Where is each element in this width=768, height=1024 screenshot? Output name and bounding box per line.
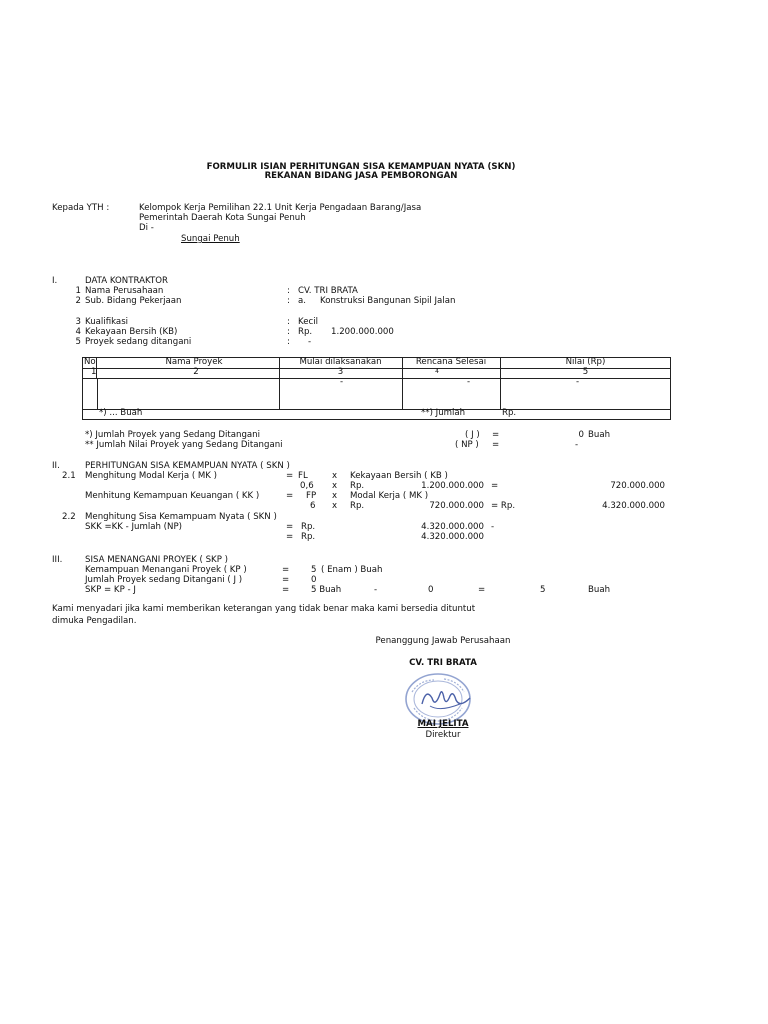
table-footer-total-label: **) Jumlah — [421, 408, 466, 418]
statement-line-1: Kami menyadari jika kami memberikan keterangan yang tidak benar maka kami bersedia dituntut — [52, 604, 476, 614]
field-label: Proyek sedang ditangani — [85, 337, 192, 347]
formula-times: x — [332, 491, 338, 501]
formula-currency: Rp. — [301, 532, 316, 542]
formula-times: x — [332, 481, 338, 491]
note-code: ( NP ) — [455, 440, 479, 450]
field-label: Kekayaan Bersih (KB) — [85, 327, 178, 337]
statement-line-2: dimuka Pengadilan. — [52, 616, 137, 626]
section-2-number: II. — [52, 461, 60, 471]
recipient-city: Sungai Penuh — [181, 234, 240, 244]
note-code: ( J ) — [465, 430, 480, 440]
signature-role: Penanggung Jawab Perusahaan — [375, 636, 511, 646]
working-capital-result: 720.000.000 — [610, 481, 665, 491]
skp-operand: 5 Buah — [311, 585, 342, 595]
field-colon: : — [287, 286, 290, 296]
field-label: Kualifikasi — [85, 317, 129, 327]
table-column-number: 1 — [91, 367, 97, 377]
signatory-name: MAI JELITA — [417, 719, 469, 729]
qualification-value: Kecil — [298, 317, 318, 327]
skp-formula-label: SKP = KP - J — [85, 585, 136, 595]
formula-operand-value: 1.200.000.000 — [421, 481, 484, 491]
formula-times: x — [332, 501, 338, 511]
project-capacity-words: ( Enam ) Buah — [321, 565, 383, 575]
field-colon: : — [287, 296, 290, 306]
ongoing-projects-value: - — [308, 337, 312, 347]
form-title: FORMULIR ISIAN PERHITUNGAN SISA KEMAMPUAN NYATA (SKN) — [206, 162, 516, 172]
recipient-line-3: Di - — [139, 223, 154, 233]
table-header: Nama Proyek — [165, 357, 223, 367]
formula-equals: = — [282, 575, 290, 585]
subsection-number: 2.1 — [62, 471, 76, 481]
working-capital-label: Menghitung Modal Kerja ( MK ) — [85, 471, 218, 481]
table-column-number: 4 — [435, 368, 439, 375]
project-capacity-value: 5 — [311, 565, 317, 575]
financial-capacity-result: 4.320.000.000 — [602, 501, 665, 511]
field-number: 5 — [75, 337, 81, 347]
remaining-capacity-label: Menghitung Sisa Kemampuam Nyata ( SKN ) — [85, 512, 277, 522]
formula-equals: = — [491, 481, 499, 491]
table-footer-count: *) ... Buah — [99, 408, 143, 418]
formula-factor-name: FP — [306, 491, 317, 501]
note-equals: = — [492, 440, 500, 450]
skk-value: 4.320.000.000 — [421, 522, 484, 532]
section-1-number: I. — [52, 276, 58, 286]
note-project-count-label: *) Jumlah Proyek yang Sedang Ditangani — [85, 430, 261, 440]
table-cell-dash: - — [467, 377, 471, 387]
formula-equals: = Rp. — [491, 501, 516, 511]
table-header: No — [84, 357, 96, 367]
formula-factor-name: FL — [298, 471, 308, 481]
field-label: Nama Perusahaan — [85, 286, 164, 296]
field-colon: : — [287, 327, 290, 337]
formula-currency: Rp. — [350, 481, 365, 491]
field-number: 1 — [75, 286, 81, 296]
formula-equals: = — [286, 522, 294, 532]
recipient-line-2: Pemerintah Daerah Kota Sungai Penuh — [139, 213, 306, 223]
table-column-number: 3 — [337, 367, 344, 377]
field-colon: : — [287, 317, 290, 327]
table-header: Nilai (Rp) — [565, 357, 606, 367]
company-name-value: CV. TRI BRATA — [298, 286, 358, 296]
note-equals: = — [492, 430, 500, 440]
net-worth-value: 1.200.000.000 — [331, 327, 394, 337]
note-project-value: - — [575, 440, 579, 450]
table-column-number: 2 — [193, 367, 199, 377]
signature-company: CV. TRI BRATA — [409, 658, 477, 668]
formula-currency: Rp. — [301, 522, 316, 532]
formula-operand: Kekayaan Bersih ( KB ) — [350, 471, 448, 481]
skp-result: 5 — [540, 585, 546, 595]
section-3-number: III. — [52, 555, 63, 565]
formula-operand-value: 720.000.000 — [429, 501, 484, 511]
note-unit: Buah — [588, 430, 611, 440]
table-footer-currency: Rp. — [502, 408, 517, 418]
financial-capacity-label: Menhitung Kemampuan Keuangan ( KK ) — [85, 491, 260, 501]
section-3-title: SISA MENANGANI PROYEK ( SKP ) — [85, 555, 228, 565]
skk-result: 4.320.000.000 — [421, 532, 484, 542]
formula-minus: - — [491, 522, 495, 532]
project-capacity-label: Kemampuan Menangani Proyek ( KP ) — [85, 565, 247, 575]
field-label: Sub. Bidang Pekerjaan — [85, 296, 182, 306]
skp-unit: Buah — [588, 585, 611, 595]
table-header: Mulai dilaksanakan — [299, 357, 382, 367]
form-subtitle: REKANAN BIDANG JASA PEMBORONGAN — [264, 171, 458, 181]
formula-equals: = — [286, 532, 294, 542]
field-number: 4 — [75, 327, 81, 337]
table-cell-dash: - — [340, 377, 344, 387]
skp-subtrahend: 0 — [428, 585, 434, 595]
formula-currency: Rp. — [350, 501, 365, 511]
table-cell-dash: - — [576, 377, 580, 387]
subsection-number: 2.2 — [62, 512, 76, 522]
formula-operand: Modal Kerja ( MK ) — [350, 491, 429, 501]
field-prefix: a. — [298, 296, 306, 306]
recipient-line-1: Kelompok Kerja Pemilihan 22.1 Unit Kerja Pengadaan Barang/Jasa — [139, 203, 422, 213]
table-header: Rencana Selesai — [415, 357, 487, 367]
signatory-title: Direktur — [425, 730, 461, 740]
field-colon: : — [287, 337, 290, 347]
formula-equals: = — [286, 491, 294, 501]
ongoing-count-label: Jumlah Proyek sedang Ditangani ( J ) — [85, 575, 243, 585]
note-project-count-value: 0 — [578, 430, 584, 440]
recipient-label: Kepada YTH : — [52, 203, 110, 213]
note-project-value-label: ** Jumlah Nilai Proyek yang Sedang Ditangani — [85, 440, 283, 450]
formula-factor-value: 6 — [310, 501, 316, 511]
sub-field-value: Konstruksi Bangunan Sipil Jalan — [320, 296, 456, 306]
formula-equals: = — [282, 565, 290, 575]
formula-equals: = — [282, 585, 290, 595]
formula-equals: = — [478, 585, 486, 595]
formula-equals: = — [286, 471, 294, 481]
skk-formula-label: SKK =KK - Jumlah (NP) — [85, 522, 182, 532]
formula-factor-value: 0,6 — [300, 481, 314, 491]
section-1-title: DATA KONTRAKTOR — [85, 276, 168, 286]
ongoing-count-value: 0 — [311, 575, 317, 585]
section-2-title: PERHITUNGAN SISA KEMAMPUAN NYATA ( SKN ) — [85, 461, 290, 471]
field-number: 3 — [75, 317, 81, 327]
field-number: 2 — [75, 296, 81, 306]
table-column-number: 5 — [582, 367, 589, 377]
formula-minus: - — [374, 585, 378, 595]
formula-times: x — [332, 471, 338, 481]
field-prefix: Rp. — [298, 327, 313, 337]
